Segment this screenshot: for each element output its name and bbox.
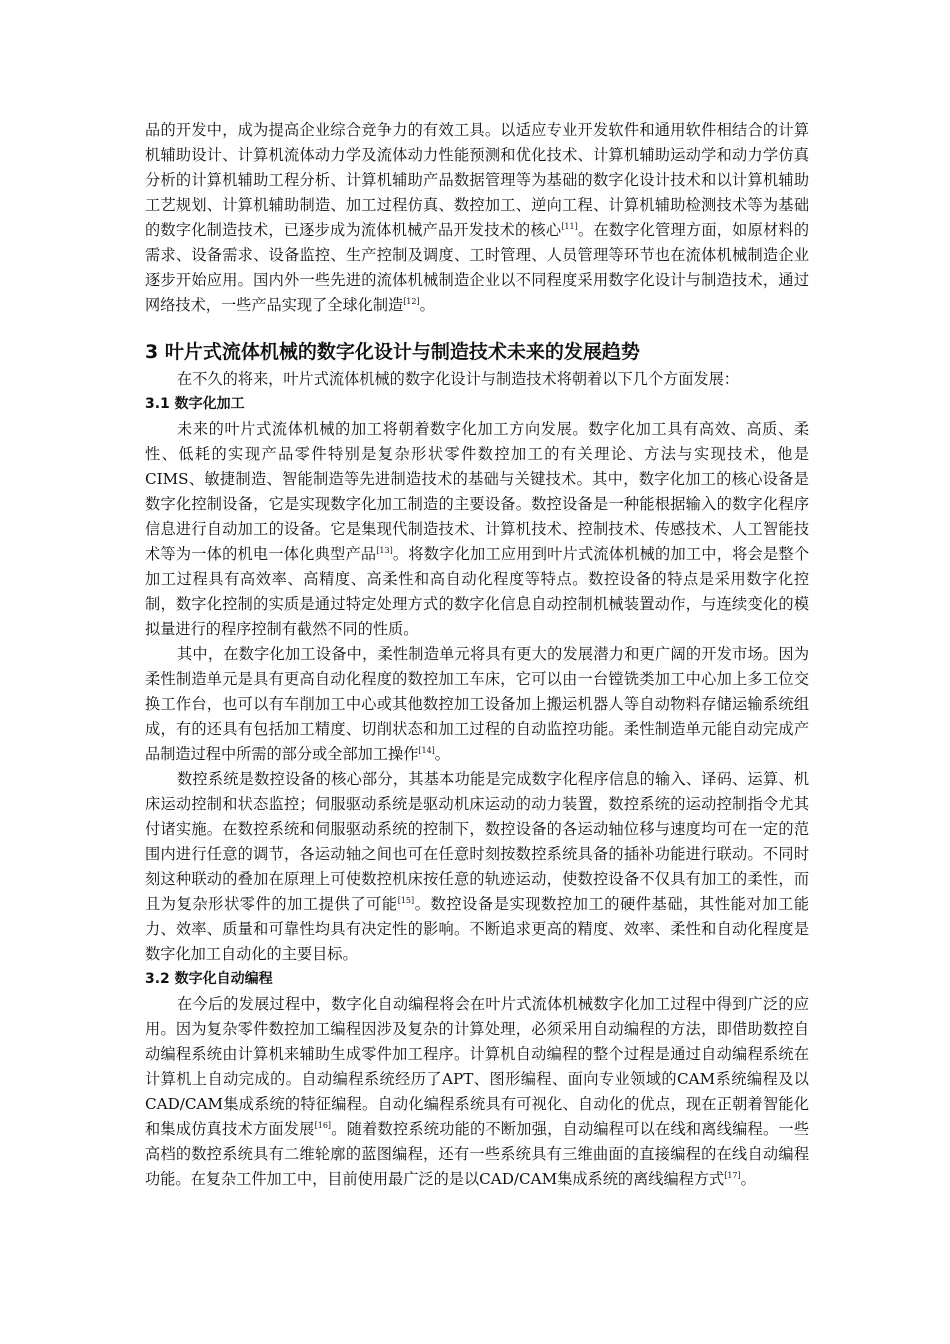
section-3-1-title: 3.1 数字化加工 <box>145 396 245 412</box>
s31-p3-text-2: 。数控设备是实现数控加工的硬件基础，其性能对加工能力、效率、质量和可靠性均具有决定性的影响。不断追求更高的精度、效率、柔性和自动化程度是数字化加工自动化的主要目标。 <box>145 895 810 963</box>
citation-14: [14] <box>418 746 435 755</box>
section-3-2-title: 3.2 数字化自动编程 <box>145 971 273 987</box>
intro-text-1: 品的开发中，成为提高企业综合竞争力的有效工具。以适应专业开发软件和通用软件相结合的计算机辅助设计、计算机流体动力学及流体动力性能预测和优化技术、计算机辅助运动学和动力学仿真分析的计算机辅助工程分析、计算机辅助产品数据管理等为基础的数字化设计技术和以计算机辅助工艺规划、计算机辅助制造、加工过程仿真、数控加工、逆向工程、计算机辅助检测技术等为基础的数字化制造技术，已逐步成为流体机械产品开发技术的核心 <box>145 121 809 239</box>
s31-p1-text-1: 未来的叶片式流体机械的加工将朝着数字化加工方向发展。数字化加工具有高效、高质、柔性、低耗的实现产品零件特别是复杂形状零件数控加工的有关理论、方法与实现技术，他是CIMS、敏捷制造、智能制造等先进制造技术的基础与关键技术。其中，数字化加工的核心设备是数字化控制设备，它是实现数字化加工制造的主要设备。数控设备是一种能根据输入的数字化程序信息进行自动加工的设备。它是集现代制造技术、计算机技术、控制技术、传感技术、人工智能技术等为一体的机电一体化典型产品 <box>145 420 809 563</box>
intro-text-3: 。 <box>419 296 435 314</box>
citation-16: [16] <box>314 1121 332 1130</box>
document-page <box>145 118 809 1192</box>
s32-p1-text-1: 在今后的发展过程中，数字化自动编程将会在叶片式流体机械数字化加工过程中得到广泛的应用。因为复杂零件数控加工编程因涉及复杂的计算处理，必须采用自动编程的方法，即借助数控自动编程系统由计算机来辅助生成零件加工程序。计算机自动编程的整个过程是通过自动编程系统在计算机上自动完成的。自动编程系统经历了APT、图形编程、面向专业领域的CAM系统编程及以CAD/CAM集成系统的特征编程。自动化编程系统具有可视化、自动化的优点，现在正朝着智能化和集成仿真技术方面发展 <box>145 995 809 1138</box>
s32-p1-text-2: 。随着数控系统功能的不断加强，自动编程可以在线和离线编程。一些高档的数控系统具有二维轮廓的蓝图编程，还有一些系统具有三维曲面的直接编程的在线自动编程功能。在复杂工件加工中，目前使用最广泛的是以CAD/CAM集成系统的离线编程方式 <box>145 1120 810 1188</box>
intro-text-2: 。在数字化管理方面，如原材料的需求、设备需求、设备监控、生产控制及调度、工时管理、人员管理等环节也在流体机械制造企业逐步开始应用。国内外一些先进的流体机械制造企业以不同程度采用数字化设计与制造技术，通过网络技术，一些产品实现了全球化制造 <box>145 221 810 314</box>
intro-paragraph <box>145 118 809 318</box>
s31-p3-text-1: 数控系统是数控设备的核心部分，其基本功能是完成数字化程序信息的输入、译码、运算、机床运动控制和状态监控；伺服驱动系统是驱动机床运动的动力装置，数控系统的运动控制指令尤其付诸实施。在数控系统和伺服驱动系统的控制下，数控设备的各运动轴位移与速度均可在一定的范围内进行任意的调节，各运动轴之间也可在任意时刻按数控系统具备的插补功能进行联动。不同时刻这种联动的叠加在原理上可使数控机床按任意的轨迹运动，使数控设备不仅具有加工的柔性，而且为复杂形状零件的加工提供了可能 <box>145 770 809 913</box>
s31-p2-text-1: 其中，在数字化加工设备中，柔性制造单元将具有更大的发展潜力和更广阔的开发市场。因为柔性制造单元是具有更高自动化程度的数控加工车床，它可以由一台镗铣类加工中心加上多工位交换工作台，也可以有车削加工中心或其他数控加工设备加上搬运机器人等自动物料存储运输系统组成，有的还具有包括加工精度、切削状态和加工过程的自动监控功能。柔性制造单元能自动完成产品制造过程中所需的部分或全部加工操作 <box>145 645 809 763</box>
citation-15: [15] <box>397 896 415 905</box>
s31-p2-text-2: 。 <box>434 745 450 763</box>
section-3-1-paragraph-1 <box>145 417 809 642</box>
citation-13: [13] <box>376 546 393 555</box>
section-3-title: 3 叶片式流体机械的数字化设计与制造技术未来的发展趋势 <box>145 341 640 363</box>
section-3-2-paragraph-1 <box>145 992 809 1192</box>
section-3-1-paragraph-3 <box>145 767 809 967</box>
section-3-1-paragraph-2 <box>145 642 809 767</box>
s31-p1-text-2: 。将数字化加工应用到叶片式流体机械的加工中，将会是整个加工过程具有高效率、高精度、高柔性和高自动化程度等特点。数控设备的特点是采用数字化控制，数字化控制的实质是通过特定处理方式的数字化信息自动控制机械装置动作，与连续变化的模拟量进行的程序控制有截然不同的性质。 <box>145 545 810 638</box>
citation-11: [11] <box>561 222 578 231</box>
s32-p1-text-3: 。 <box>740 1170 756 1188</box>
citation-17: [17] <box>724 1171 741 1180</box>
citation-12: [12] <box>403 297 420 306</box>
section-3-intro: 在不久的将来，叶片式流体机械的数字化设计与制造技术将朝着以下几个方面发展： <box>177 370 739 388</box>
